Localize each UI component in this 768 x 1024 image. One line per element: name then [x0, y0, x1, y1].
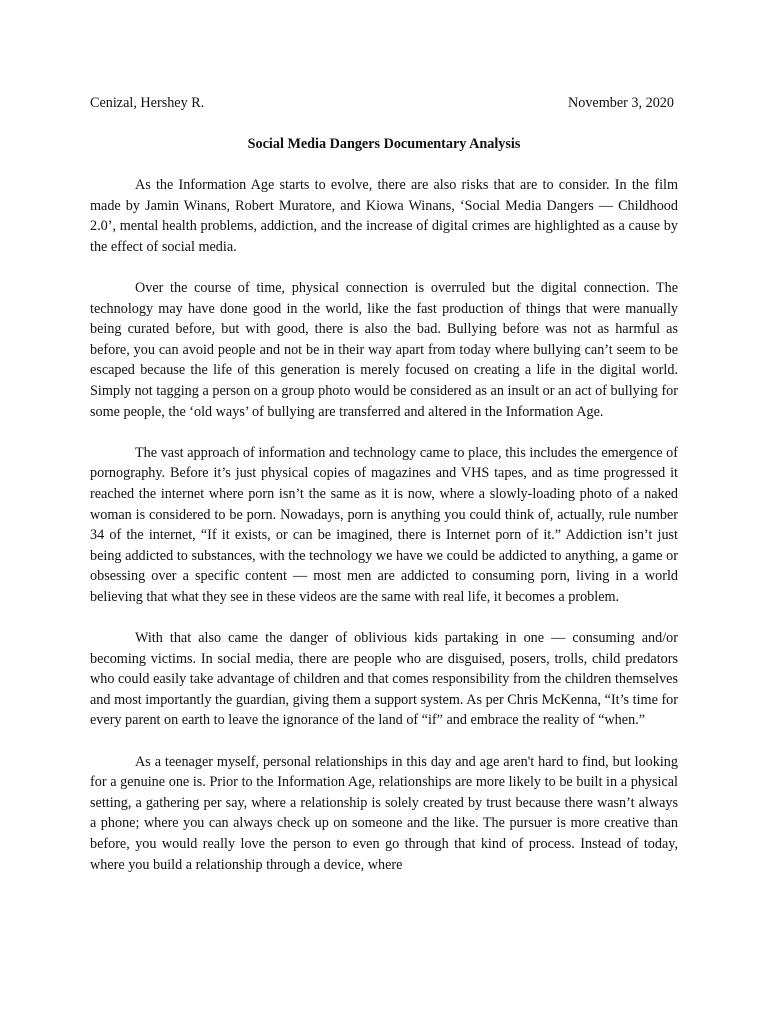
- paragraph-3: The vast approach of information and technology came to place, this includes the emergence of pornography. Before it’s just physical copies of magazines and VHS tapes, and as time progressed it reached the internet where porn isn’t the same as it is now, where a slowly-loading photo of a naked woman is considered to be porn. Nowadays, porn is anything you could think of, actually, rule number 34 of the internet, “If it exists, or can be imagined, there is Internet porn of it.” Addiction isn’t just being addicted to substances, with the technology we have we could be addicted to anything, a game or obsessing over a specific content — most men are addicted to consuming porn, living in a world believing that what they see in these videos are the same with real life, it becomes a problem.: [90, 444, 678, 605]
- paragraph-4: With that also came the danger of oblivious kids partaking in one — consuming and/or becoming victims. In social media, there are people who are disguised, posers, trolls, child predators who could easily take advantage of children and that comes responsibility from the children themselves and most importantly the guardian, giving them a support system. As per Chris McKenna, “It’s time for every parent on earth to leave the ignorance of the land of “if” and embrace the reality of “when.”: [90, 630, 678, 729]
- author-name: Cenizal, Hershey R.: [90, 95, 205, 111]
- document-header: [90, 93, 674, 114]
- paragraph-2: Over the course of time, physical connection is overruled but the digital connection. The technology may have done good in the world, like the fast production of things that were manually being curated before, but with good, there is also the bad. Bullying before was not as harmful as before, you can avoid people and not be in their way apart from today where bullying can’t seem to be escaped because the life of this generation is merely focused on creating a life in the digital world. Simply not tagging a person on a group photo would be considered as an insult or an act of bullying for some people, the ‘old ways’ of bullying are transferred and altered in the Information Age.: [90, 279, 678, 420]
- document-title: Social Media Dangers Documentary Analysis: [247, 136, 521, 152]
- document-body: [90, 175, 678, 896]
- paragraph-5: As a teenager myself, personal relationships in this day and age aren't hard to find, but looking for a genuine one is. Prior to the Information Age, relationships are more likely to be built in a physical setting, a gathering per say, where a relationship is solely created by trust because there wasn’t always a phone; where you can always check up on someone and the like. The pursuer is more creative than before, you would really love the person to even go through that kind of process. Instead of today, where you build a relationship through a device, where: [90, 753, 678, 873]
- document-date: November 3, 2020: [568, 95, 674, 111]
- paragraph-1: As the Information Age starts to evolve, there are also risks that are to consider. In the film made by Jamin Winans, Robert Muratore, and Kiowa Winans, ‘Social Media Dangers — Childhood 2.0’, mental health problems, addiction, and the increase of digital crimes are highlighted as a cause by the effect of social media.: [90, 177, 678, 255]
